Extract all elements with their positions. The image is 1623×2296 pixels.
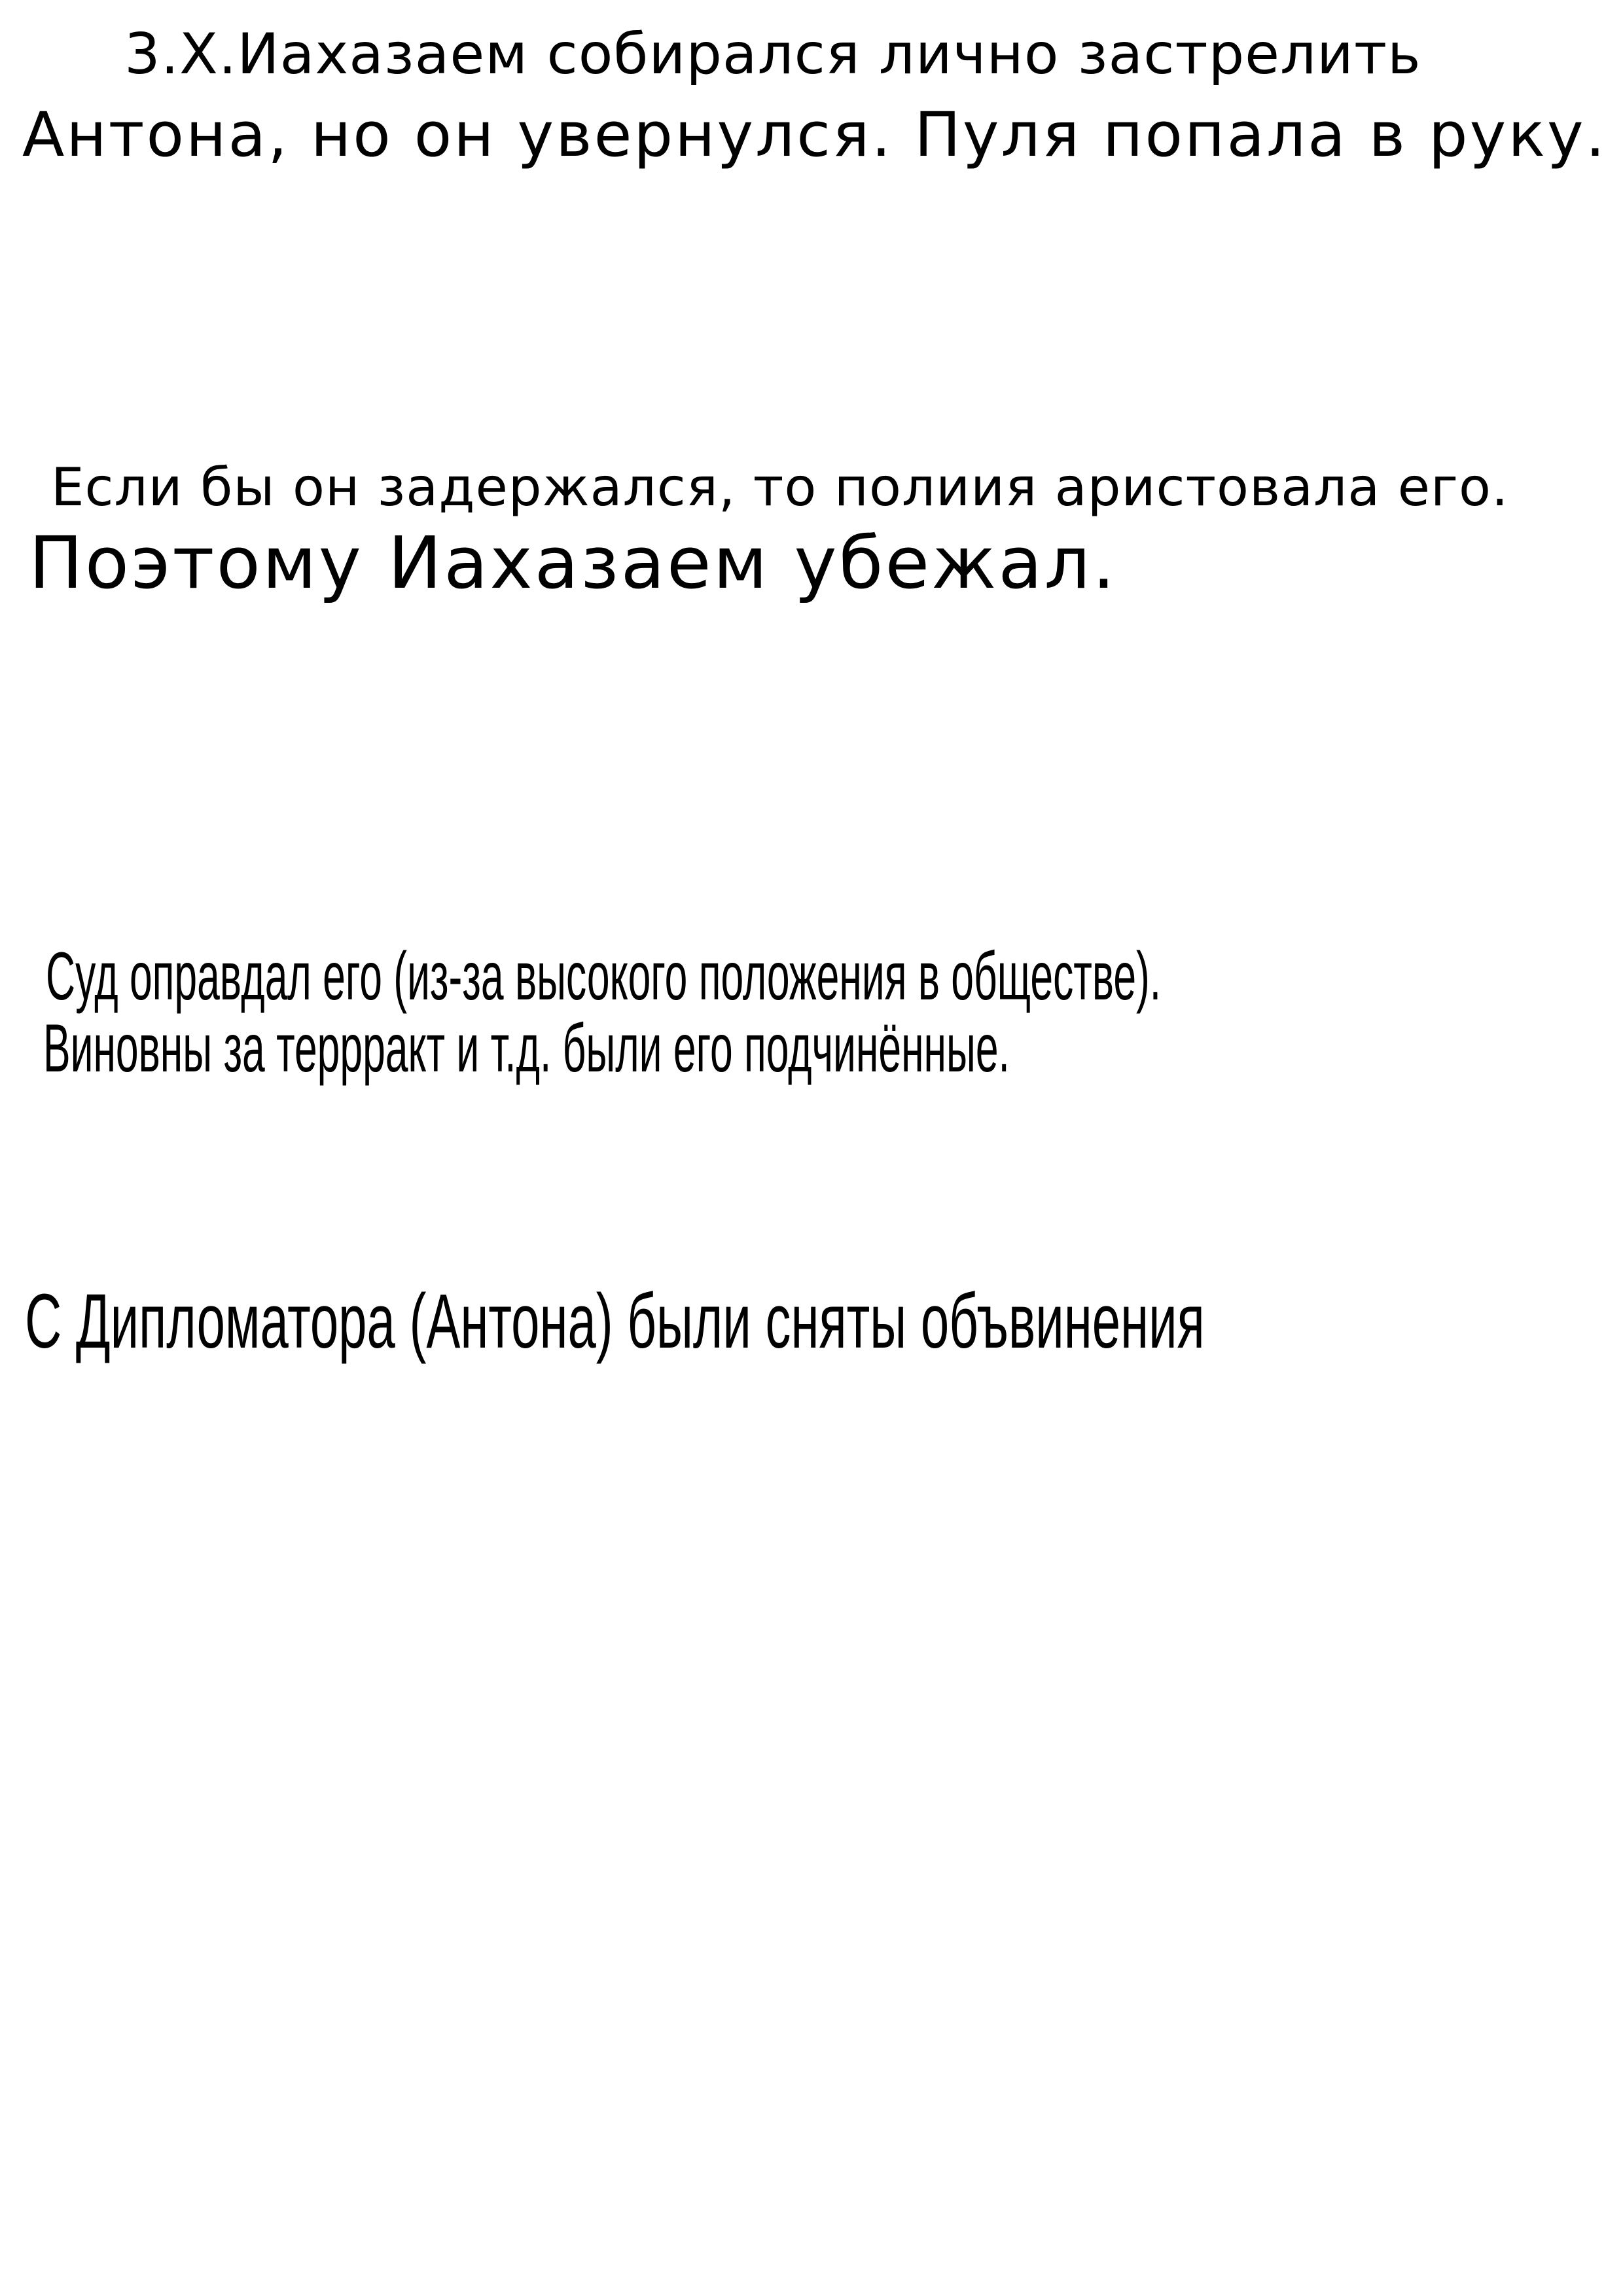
- text-line: 3.Х.Иахазаем собирался лично застрелить: [124, 22, 1421, 87]
- text-line: Антона, но он увернулся. Пуля попала в руку.: [22, 99, 1607, 171]
- text-line: Виновны за террракт и т.д. были его подчинённые.: [43, 1011, 1010, 1086]
- text-line: Если бы он задержался, то полиия аристовала его.: [51, 457, 1509, 518]
- text-line: Суд оправдал его (из-за высокого положения в обществе).: [46, 939, 1162, 1014]
- text-line: Поэтому Иахазаем убежал.: [29, 521, 1117, 605]
- text-line: С Дипломатора (Антона) были сняты объвинения: [25, 1278, 1205, 1365]
